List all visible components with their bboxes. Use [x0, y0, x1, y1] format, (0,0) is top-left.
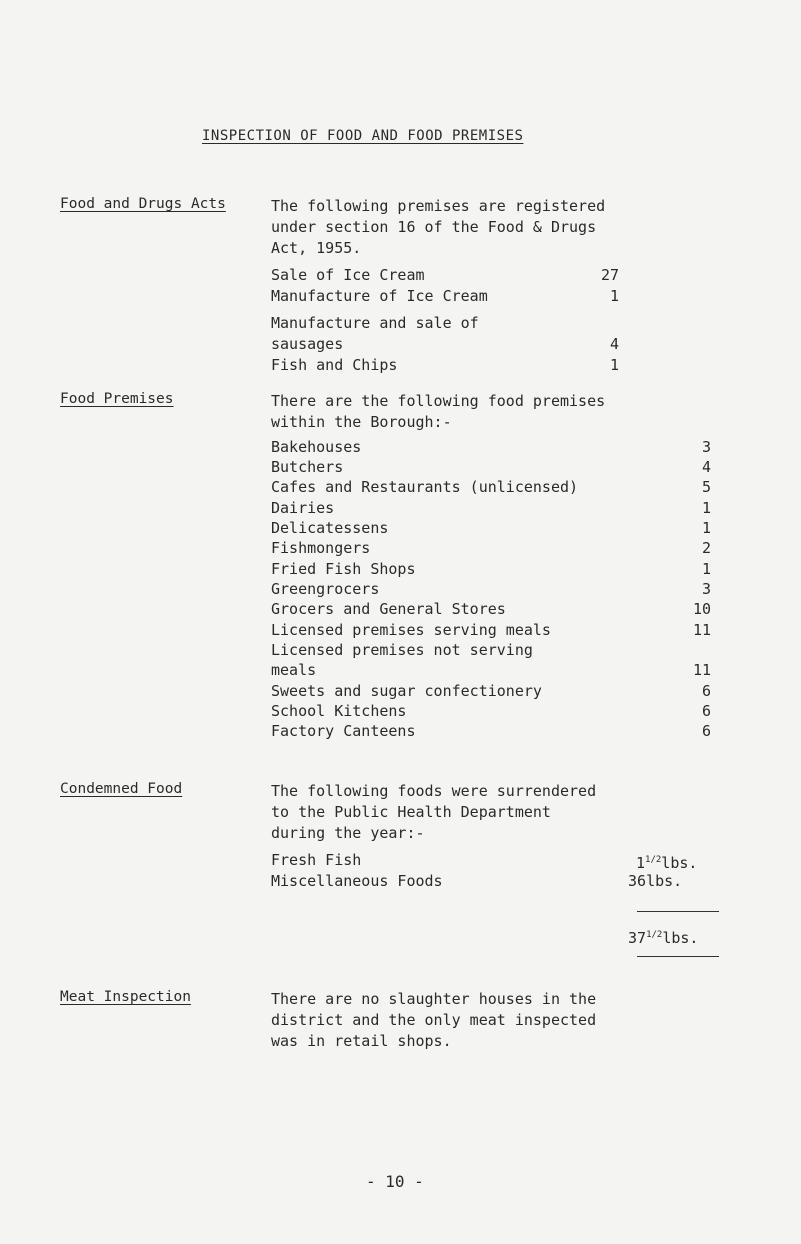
total-double-rule — [637, 956, 719, 957]
item-label: Cafes and Restaurants (unlicensed) — [271, 478, 579, 496]
intro-line: The following premises are registered — [271, 197, 606, 215]
value-unit: lbs. — [662, 929, 699, 947]
value-unit: lbs. — [646, 872, 683, 890]
list-item — [271, 579, 711, 600]
item-label: Fried Fish Shops — [271, 560, 416, 578]
item-label: Bakehouses — [271, 438, 362, 456]
item-value: 1 — [701, 560, 711, 578]
list-item — [271, 640, 711, 661]
value-whole: 36 — [628, 872, 647, 890]
item-value: 6 — [701, 702, 711, 720]
item-label: Licensed premises serving meals — [271, 621, 551, 639]
list-item — [271, 660, 711, 681]
intro-line: to the Public Health Department — [271, 803, 551, 821]
condemned-food-heading: Condemned Food — [60, 781, 183, 797]
item-label: Dairies — [271, 499, 335, 517]
item-value: 27 — [600, 266, 619, 284]
item-label: sausages — [271, 335, 344, 353]
intro-line: was in retail shops. — [271, 1032, 452, 1050]
item-value: 3 — [701, 580, 711, 598]
item-value: 4 — [609, 335, 619, 353]
meat-inspection-intro — [271, 989, 596, 1052]
item-label: Fresh Fish — [271, 851, 362, 869]
food-premises-heading: Food Premises — [60, 391, 174, 407]
item-value: 2 — [701, 539, 711, 557]
list-item — [271, 457, 711, 478]
item-label: Grocers and General Stores — [271, 600, 506, 618]
list-item — [271, 313, 671, 334]
item-label: Manufacture and sale of — [271, 314, 479, 332]
item-value: 1 — [609, 287, 619, 305]
value-whole: 1 — [636, 854, 646, 872]
list-item — [271, 599, 711, 620]
total-divider — [637, 911, 719, 912]
list-item — [271, 437, 711, 458]
intro-line: There are no slaughter houses in the — [271, 990, 597, 1008]
list-item — [271, 355, 671, 376]
value-unit: lbs. — [661, 854, 698, 872]
list-item — [271, 681, 711, 702]
item-value: 6 — [701, 722, 711, 740]
item-value: 10 — [692, 600, 711, 618]
value-fraction: 1/2 — [646, 930, 663, 940]
value-fraction: 1/2 — [645, 855, 662, 865]
item-label: Fish and Chips — [271, 356, 398, 374]
list-item — [271, 518, 711, 539]
item-value: 6 — [701, 682, 711, 700]
list-item — [271, 265, 671, 286]
item-label: Licensed premises not serving — [271, 641, 533, 659]
food-premises-intro — [271, 391, 605, 433]
list-item — [271, 498, 711, 519]
item-value: 1 — [701, 499, 711, 517]
intro-line: district and the only meat inspected — [271, 1011, 597, 1029]
intro-line: during the year:- — [271, 824, 425, 842]
item-value: 3 — [701, 438, 711, 456]
list-item — [271, 850, 721, 871]
intro-line: Act, 1955. — [271, 239, 362, 257]
list-item — [271, 286, 671, 307]
total-row — [628, 925, 738, 946]
intro-line: The following foods were surrendered — [271, 782, 597, 800]
item-label: Greengrocers — [271, 580, 380, 598]
value-whole: 37 — [628, 929, 647, 947]
list-item — [271, 701, 711, 722]
item-value: 1 — [701, 519, 711, 537]
list-item — [271, 620, 711, 641]
list-item — [271, 721, 711, 742]
intro-line: There are the following food premises — [271, 392, 606, 410]
item-label: meals — [271, 661, 317, 679]
condemned-food-intro — [271, 781, 596, 844]
item-label: Sale of Ice Cream — [271, 266, 425, 284]
item-label: School Kitchens — [271, 702, 407, 720]
intro-line: under section 16 of the Food & Drugs — [271, 218, 597, 236]
page-title: INSPECTION OF FOOD AND FOOD PREMISES — [202, 128, 524, 144]
item-label: Fishmongers — [271, 539, 371, 557]
list-item — [271, 334, 671, 355]
food-drugs-intro — [271, 196, 605, 259]
item-value: 1 — [609, 356, 619, 374]
list-item — [271, 477, 711, 498]
food-drugs-heading: Food and Drugs Acts — [60, 196, 226, 212]
item-value: 11 — [692, 621, 711, 639]
list-item — [271, 559, 711, 580]
total-value — [628, 925, 698, 949]
item-label: Factory Canteens — [271, 722, 416, 740]
item-value: 11 — [692, 661, 711, 679]
meat-inspection-heading: Meat Inspection — [60, 989, 191, 1005]
item-value — [628, 871, 682, 892]
item-label: Manufacture of Ice Cream — [271, 287, 488, 305]
page-number: - 10 - — [366, 1172, 424, 1191]
item-label: Butchers — [271, 458, 344, 476]
item-value: 4 — [701, 458, 711, 476]
list-item — [271, 871, 721, 892]
item-value: 5 — [701, 478, 711, 496]
item-label: Sweets and sugar confectionery — [271, 682, 542, 700]
intro-line: within the Borough:- — [271, 413, 452, 431]
item-label: Delicatessens — [271, 519, 389, 537]
list-item — [271, 538, 711, 559]
item-label: Miscellaneous Foods — [271, 872, 443, 890]
